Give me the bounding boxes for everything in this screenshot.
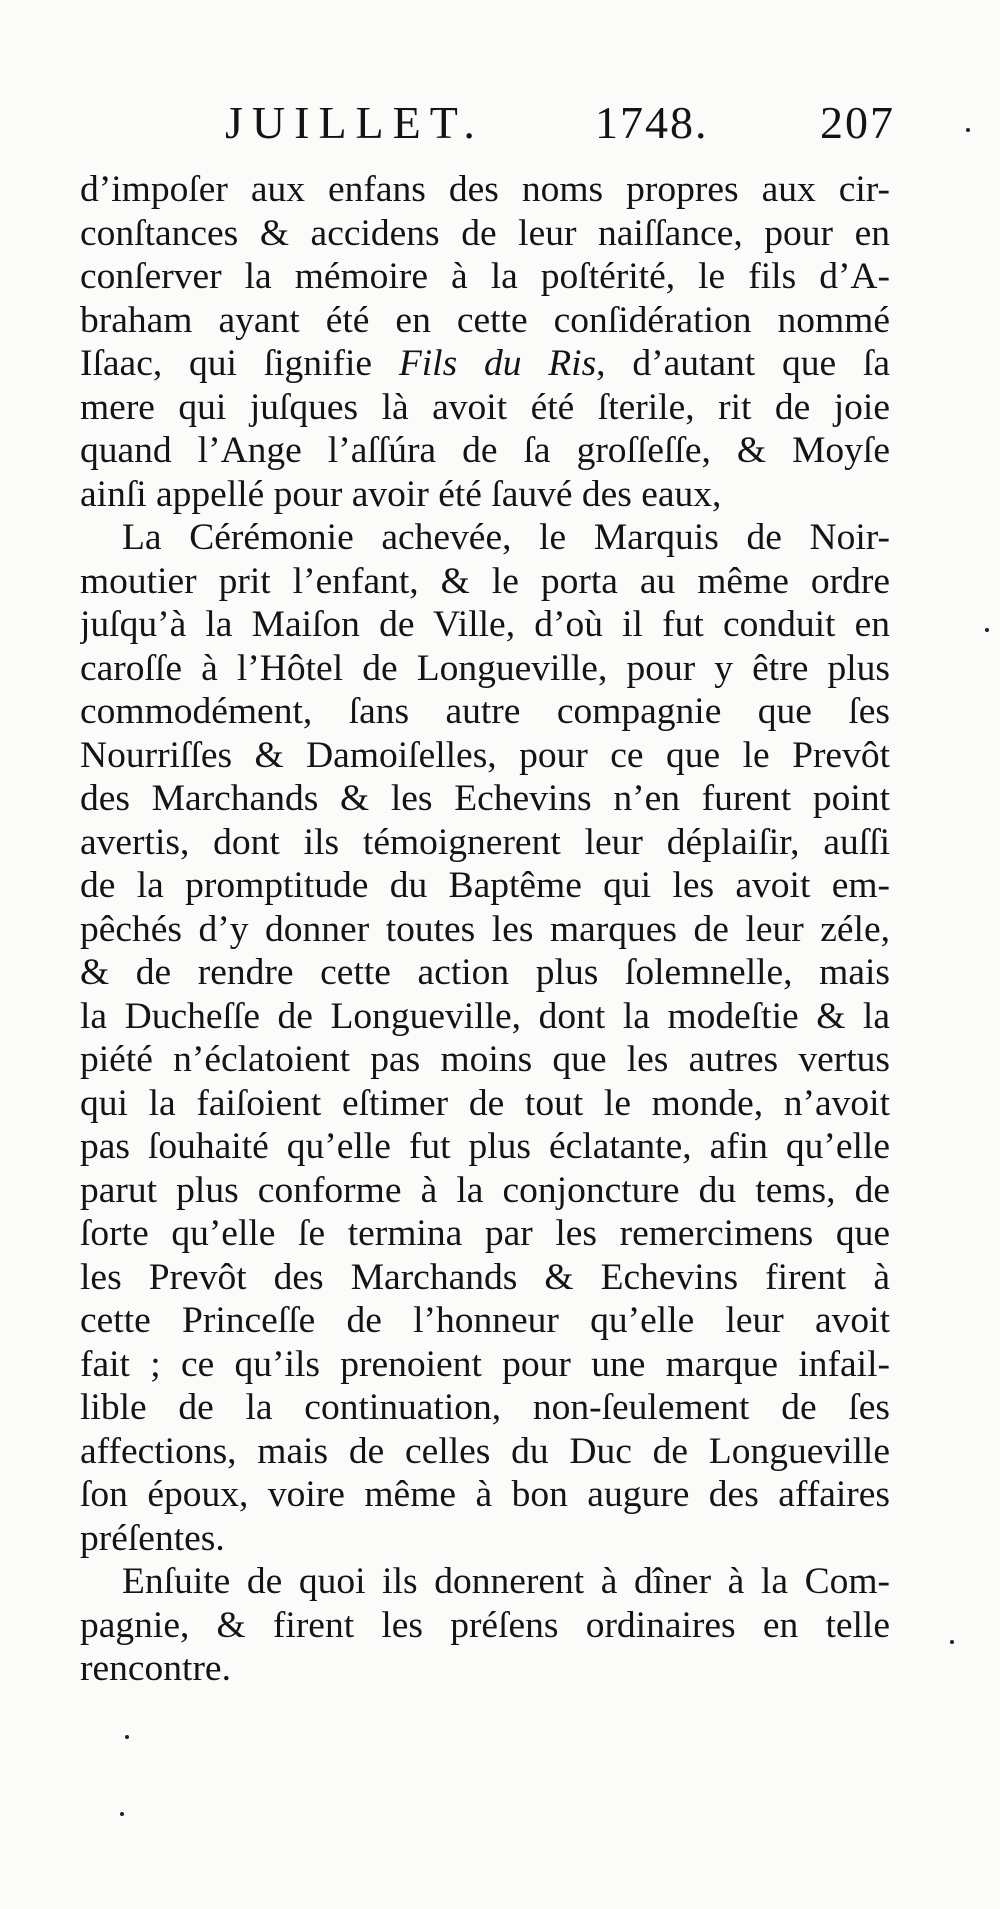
text-line: préſentes.: [80, 1517, 225, 1559]
text-line: d’impoſer aux enfans des noms propres aux cir-: [80, 169, 890, 210]
text-line: qui la faiſoient eſtimer de tout le monde, n’avoit: [80, 1082, 890, 1124]
text-line: ainſi appellé pour avoir été ſauvé des eaux,: [80, 473, 722, 515]
text-line: quand l’Ange l’aſſúra de ſa groſſeſſe, & Moyſe: [80, 430, 890, 471]
text-line: avertis, dont ils témoignerent leur déplaiſir, auſſi: [80, 821, 890, 863]
body-text: [80, 168, 890, 1691]
italic-phrase: Fils du Ris: [398, 343, 597, 384]
text-line: Nourriſſes & Damoiſelles, pour ce que le Prevôt: [80, 734, 890, 776]
text-line: piété n’éclatoient pas moins que les autres vertus: [80, 1039, 890, 1080]
text-line: Enſuite de quoi ils donnerent à dîner à la Com-: [122, 1561, 890, 1602]
text-line: pagnie, & firent les préſens ordinaires en telle: [80, 1604, 890, 1646]
text-line: moutier prit l’enfant, & le porta au même ordre: [80, 560, 890, 602]
text-line: pêchés d’y donner toutes les marques de leur zéle,: [80, 908, 890, 950]
text-line: caroſſe à l’Hôtel de Longueville, pour y être plus: [80, 647, 890, 689]
ink-speck: [125, 1735, 129, 1739]
ink-speck: [966, 128, 970, 132]
text-line: affections, mais de celles du Duc de Longueville: [80, 1430, 890, 1472]
text-line: braham ayant été en cette conſidération nommé: [80, 299, 890, 341]
ink-speck: [985, 628, 989, 632]
text-line: fait ; ce qu’ils prenoient pour une marque infail-: [80, 1343, 890, 1385]
text-line: conſerver la mémoire à la poſtérité, le fils d’A-: [80, 256, 890, 297]
text-line: commodément, ſans autre compagnie que ſes: [80, 691, 890, 732]
text-line: ſon époux, voire même à bon augure des affaires: [80, 1474, 890, 1515]
running-year: 1748.: [595, 97, 709, 148]
text-line: La Cérémonie achevée, le Marquis de Noir-: [122, 517, 890, 558]
text-line: & de rendre cette action plus ſolemnelle, mais: [80, 952, 890, 993]
text-line: cette Princeſſe de l’honneur qu’elle leur avoit: [80, 1300, 890, 1341]
running-title: JUILLET.: [225, 97, 484, 148]
page-number: 207: [820, 97, 895, 148]
text-line: juſqu’à la Maiſon de Ville, d’où il fut conduit en: [80, 604, 890, 645]
text-line: la Ducheſſe de Longueville, dont la modeſtie & la: [80, 995, 890, 1037]
text-line: ſorte qu’elle ſe termina par les remercimens que: [80, 1213, 890, 1254]
running-header: [225, 88, 905, 158]
text-line: mere qui juſques là avoit été ſterile, rit de joie: [80, 386, 890, 428]
text-line: lible de la continuation, non-ſeulement de ſes: [80, 1387, 890, 1428]
text-line: de la promptitude du Baptême qui les avoit em-: [80, 865, 890, 906]
text-line: Iſaac, qui ſignifie Fils du Ris, d’autant que ſa: [80, 343, 890, 384]
text-line: rencontre.: [80, 1648, 231, 1689]
ink-speck: [950, 1640, 954, 1644]
text-line: parut plus conforme à la conjoncture du tems, de: [80, 1169, 890, 1211]
ink-speck: [120, 1812, 124, 1816]
text-line: pas ſouhaité qu’elle fut plus éclatante, afin qu’elle: [80, 1126, 890, 1167]
text-line: des Marchands & les Echevins n’en furent point: [80, 778, 890, 819]
text-line: les Prevôt des Marchands & Echevins firent à: [80, 1256, 890, 1298]
text-line: conſtances & accidens de leur naiſſance, pour en: [80, 212, 890, 254]
